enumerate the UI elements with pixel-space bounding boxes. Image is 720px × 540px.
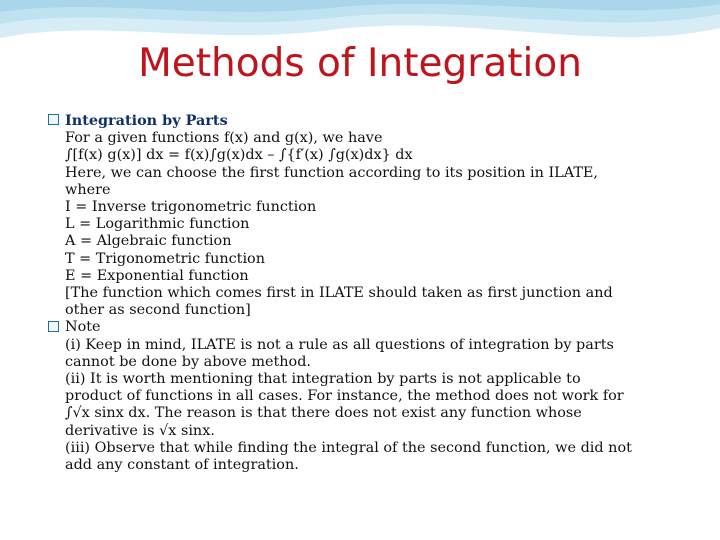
ilate-definition: L = Logarithmic function bbox=[65, 216, 250, 233]
bullet-note bbox=[46, 319, 686, 336]
text-line: For a given functions f(x) and g(x), we have bbox=[65, 130, 383, 147]
ilate-definition: A = Algebraic function bbox=[65, 233, 232, 250]
note-line: (iii) Observe that while finding the integral of the second function, we did not bbox=[65, 439, 632, 456]
slide-title: Methods of Integration bbox=[138, 41, 582, 86]
square-bullet-icon bbox=[48, 321, 59, 332]
section-heading: Note bbox=[65, 319, 101, 336]
note-line: product of functions in all cases. For instance, the method does not work for bbox=[65, 388, 624, 405]
text-line: Here, we can choose the first function according to its position in ILATE, bbox=[65, 164, 599, 181]
text-line: where bbox=[65, 181, 111, 198]
note-line: (i) Keep in mind, ILATE is not a rule as all questions of integration by parts bbox=[65, 336, 614, 353]
bullet-integration-by-parts bbox=[46, 112, 686, 130]
ilate-definition: T = Trigonometric function bbox=[65, 250, 265, 267]
square-bullet-icon bbox=[48, 114, 59, 125]
ilate-definition: I = Inverse trigonometric function bbox=[65, 199, 317, 216]
section-heading: Integration by Parts bbox=[65, 112, 228, 129]
note-line: derivative is √x sinx. bbox=[65, 422, 215, 439]
formula-line: ∫[f(x) g(x)] dx = f(x)∫g(x)dx – ∫{f′(x) ∫g(x)dx} dx bbox=[65, 147, 413, 164]
note-line: (ii) It is worth mentioning that integration by parts is not applicable to bbox=[65, 371, 581, 388]
ilate-definition: E = Exponential function bbox=[65, 267, 249, 284]
note-line: cannot be done by above method. bbox=[65, 353, 311, 370]
text-line: other as second function] bbox=[65, 302, 251, 319]
slide-content bbox=[46, 112, 686, 474]
text-line: [The function which comes first in ILATE should taken as first junction and bbox=[65, 285, 613, 302]
note-line: ∫√x sinx dx. The reason is that there does not exist any function whose bbox=[65, 405, 582, 422]
note-line: add any constant of integration. bbox=[65, 457, 299, 474]
